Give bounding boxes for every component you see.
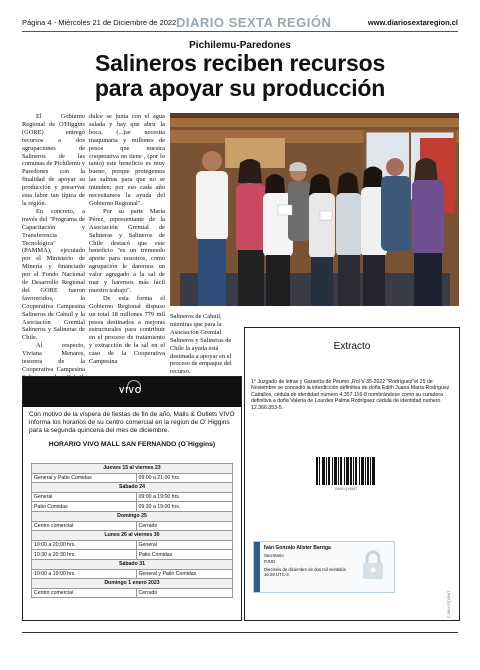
schedule-row (32, 492, 233, 502)
paragraph: El Gobierno Regional de O'Higgins (GORE) entregó recursos a dos agrupaciones de Salineros de las comunas de Pichilemu y Paredones con la finalidad de apoyar su producción y preservar esta labor tan típica de la región. (22, 113, 85, 207)
schedule-heading-row (32, 511, 233, 521)
digital-signature (253, 541, 395, 593)
schedule-cell: Patio Comidas (136, 550, 232, 560)
signer-time: 16:28 UTC-3 (264, 572, 289, 577)
newspaper-brand: DIARIO SEXTA REGIÓN (176, 15, 332, 30)
barcode-icon (315, 456, 377, 486)
schedule-cell: 10:30 a 20:30 hrs. (32, 550, 137, 560)
schedule-cell: 10:00 a 20:00 hrs. (32, 540, 137, 550)
schedule-cell: General y Patio Comidas (32, 473, 137, 483)
schedule-cell: General (136, 540, 232, 550)
footer-divider (22, 632, 458, 633)
schedule-cell: Cerrado (136, 588, 232, 598)
legal-notice-title: Extracto (333, 341, 371, 352)
paragraph: Salineros de Cahuil, mientras que para la Asociación Gremial Salineros y Salineras de Chile la ayuda está destinada a apoyar en el proceso de empaque del recurso. (170, 313, 232, 376)
vivo-advertisement (22, 376, 242, 621)
schedule-cell: 09:00 a 19:00 hrs. (136, 492, 232, 502)
vivo-logo (23, 377, 241, 407)
page-date: Página 4 - Miércoles 21 de Diciembre de 2022 (22, 18, 177, 27)
signer-role: Secretario (264, 553, 284, 558)
schedule-cell: General y Patio Comidas (136, 569, 232, 579)
legal-notice-body: 1° Juzgado de letras y Garantía de Peumo ,Rol V-35-2022 "Rodríguez"el 25 de Noviembre se concedió la interdicción definitiva de doña Edith Juana María Rodríguez Caballos, cédula de identidad número 4.357.116-8 nombrándose como su curadora definitiva a doña Valeria de Lourdes Palma Rodríguez cédula de identidad numero 12.366.353-5. (251, 379, 450, 411)
schedule-cell: General (32, 492, 137, 502)
schedule-heading: Domingo 1 enero 2023 (32, 579, 233, 589)
schedule-row (32, 521, 233, 531)
schedule-row (32, 569, 233, 579)
schedule-cell: 09:00 a 21:00 hrs. (136, 473, 232, 483)
article-column-1 (22, 113, 85, 371)
legal-notice-box (244, 327, 460, 621)
header-divider (22, 31, 458, 32)
article-column-4 (170, 313, 240, 375)
schedule-cell: 09:30 a 19:00 hrs. (136, 502, 232, 512)
schedule-heading-row (32, 559, 233, 569)
vivo-intro: Con motivo de la víspera de fiestas de fin de año, Malls & Outlets VIVO informa los horarios de su centro comercial en la region de O' Higgins para la segunda quincena del mes de diciembre. (29, 411, 235, 434)
schedule-heading-row (32, 531, 233, 541)
paragraph: Por su parte María Pérez, representante de la Asociación Gremial de Salineras y Salineros de Chile destacó que este beneficio "es un tremendo aporte para nosotros, como agrupación le daremos un valor agregado a la sal de mar y haremos más fácil nuestro trabajo". (89, 207, 165, 294)
signature-accent-bar (254, 542, 260, 592)
schedule-row (32, 588, 233, 598)
vivo-schedule-table (31, 463, 233, 598)
schedule-cell: Centro comercial (32, 521, 137, 531)
barcode-id: GNXFQYBWT (334, 487, 358, 491)
signer-date: Dieciséis de diciembre de dos mil veintidós (264, 567, 346, 572)
signer-name: Iván Gonzalo Alister Barriga (264, 545, 331, 551)
schedule-cell: Patio Comidas (32, 502, 137, 512)
headline-line-1: Salineros reciben recursos (94, 50, 386, 76)
headline-line-2: para apoyar su producción (94, 75, 386, 101)
paragraph: dulce se junta con el agua salada y hay que abrir la boca, (...)se necesita maquinaria y millones de pesos que nuestra cooperativa no tiene , (por lo tanto) este beneficio es muy bueno, porque protegemos las salinas para que no se inunden; por eso cada año necesitamos la ayuda del Gobierno Regional". (89, 113, 165, 207)
article-column-2 (89, 113, 165, 371)
schedule-heading: Sábado 24 (32, 483, 233, 493)
schedule-heading-row (32, 483, 233, 493)
schedule-heading: Jueves 15 al viernes 23 (32, 464, 233, 474)
signature-side-code: C-GNX-FQYBWT (447, 590, 451, 618)
schedule-row (32, 540, 233, 550)
schedule-heading: Lunes 26 al viernes 30 (32, 531, 233, 541)
newspaper-url[interactable]: www.diariosextaregion.cl (367, 18, 458, 27)
paragraph: En concreto, a través del "Programa de Capacitación y Transferencia Tecnológica" (PAMMA), ejecutado por el Ministerio de Minería y financiado por el Fondo Nacional de Desarrollo Regional del GORE fueron favorecidos, la Cooperativa Campesina Salineros de Cahuil y la Asociación Gremial Salineros y Salineras de Chile. (22, 207, 85, 342)
schedule-row (32, 502, 233, 512)
signer-org: PJUD (264, 559, 276, 564)
article-headline (22, 51, 458, 101)
schedule-heading: Domingo 25 (32, 511, 233, 521)
schedule-row (32, 473, 233, 483)
schedule-cell: 10:00 a 19:00 hrs. (32, 569, 137, 579)
vivo-logo-text: VIVO (119, 386, 143, 395)
schedule-heading-row (32, 464, 233, 474)
paragraph: De esta forma el Gobierno Regional dispuso un total 18 millones 779 mil pesos destinados a mejoras estructurales para contribuir en el proceso de tratamiento y extracción de la sal en el caso de la Cooperativa Campesina (89, 294, 165, 366)
schedule-cell: Centro comercial (32, 588, 137, 598)
paragraph: Al respecto, Viviana Menares, tesorera de la Cooperativa Campesina (22, 342, 85, 373)
vivo-schedule-title: HORARIO VIVO MALL SAN FERNANDO (O`Higgins) (48, 441, 216, 448)
schedule-heading-row (32, 579, 233, 589)
article-kicker: Pichilemu-Paredones (189, 40, 291, 51)
schedule-row (32, 550, 233, 560)
lock-icon (359, 549, 387, 581)
schedule-heading: Sábado 31 (32, 559, 233, 569)
article-photo (170, 113, 459, 306)
schedule-cell: Cerrado (136, 521, 232, 531)
